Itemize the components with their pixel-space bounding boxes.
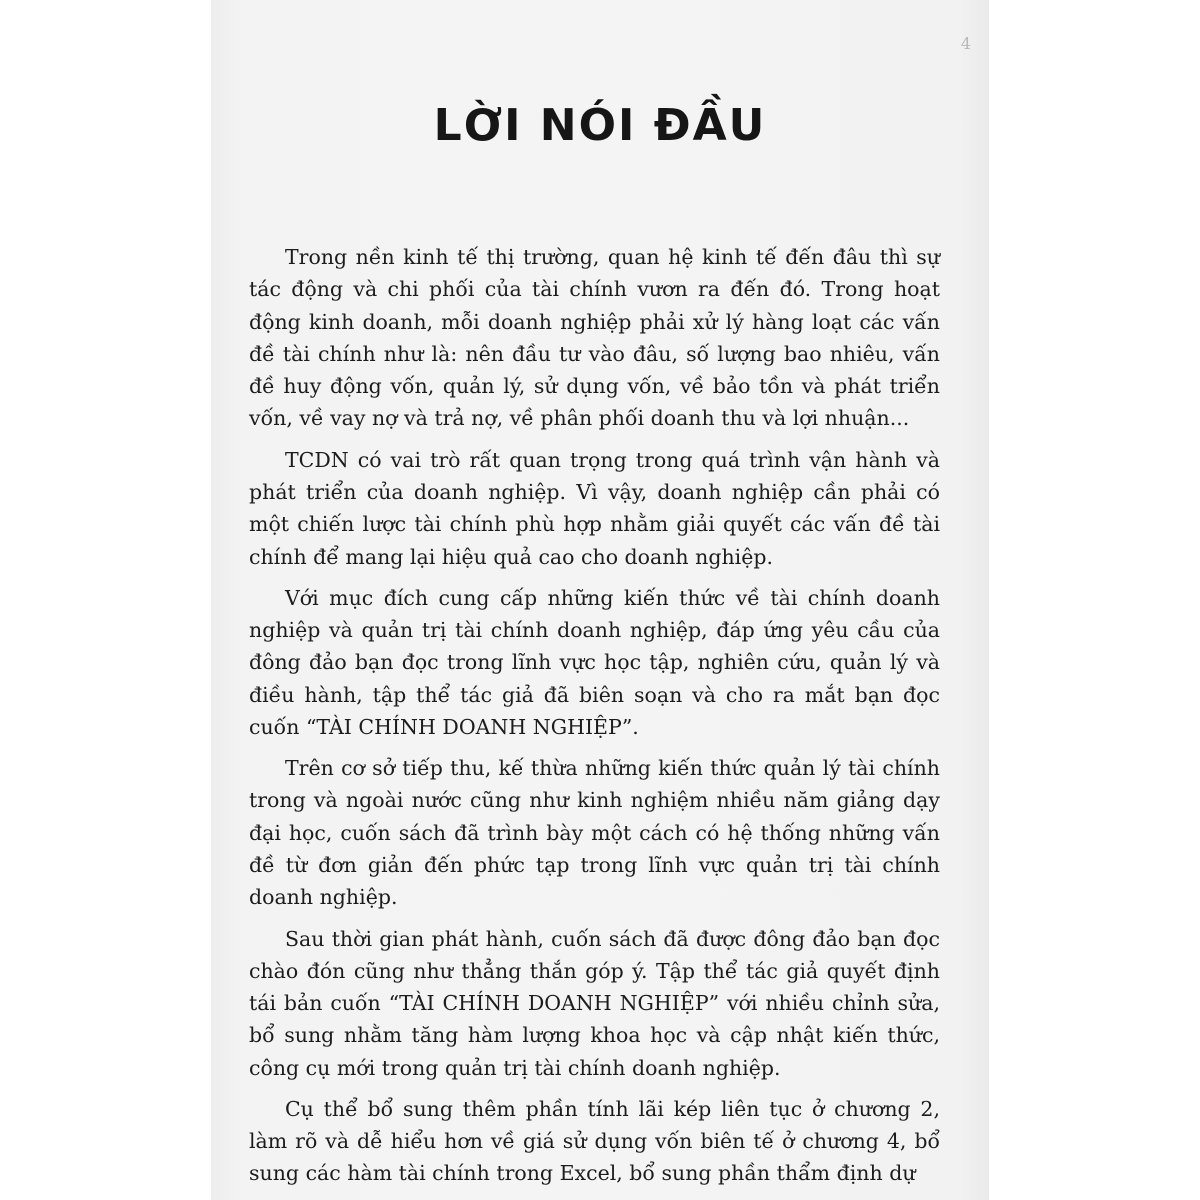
paragraph: Trong nền kinh tế thị trường, quan hệ kinh tế đến đâu thì sự tác động và chi phối của tài chính vươn ra đến đó. Trong hoạt động kinh doanh, mỗi doanh nghiệp phải xử lý hàng loạt các vấn đề tài chính như là: nên đầu tư vào đâu, số lượng bao nhiêu, vấn đề huy động vốn, quản lý, sử dụng vốn, về bảo tồn và phát triển vốn, về vay nợ và trả nợ, về phân phối doanh thu và lợi nhuận...: [249, 245, 940, 431]
paragraph: Sau thời gian phát hành, cuốn sách đã được đông đảo bạn đọc chào đón cũng như thẳng thắn góp ý. Tập thể tác giả quyết định tái bản cuốn “TÀI CHÍNH DOANH NGHIỆP” với nhiều chỉnh sửa, bổ sung nhằm tăng hàm lượng khoa học và cập nhật kiến thức, công cụ mới trong quản trị tài chính doanh nghiệp.: [249, 926, 940, 1080]
paragraph: Trên cơ sở tiếp thu, kế thừa những kiến thức quản lý tài chính trong và ngoài nước cũng như kinh nghiệm nhiều năm giảng dạy đại học, cuốn sách đã trình bày một cách có hệ thống những vấn đề từ đơn giản đến phức tạp trong lĩnh vực quản trị tài chính doanh nghiệp.: [249, 756, 940, 910]
page-body: [249, 241, 940, 1199]
page-number: 4: [960, 34, 971, 53]
paragraph: TCDN có vai trò rất quan trọng trong quá trình vận hành và phát triển của doanh nghiệp. Vì vậy, doanh nghiệp cần phải có một chiến lược tài chính phù hợp nhằm giải quyết các vấn đề tài chính để mang lại hiệu quả cao cho doanh nghiệp.: [249, 447, 940, 569]
page-title: LỜI NÓI ĐẦU: [433, 100, 767, 151]
book-page: [211, 0, 989, 1200]
paragraph: Với mục đích cung cấp những kiến thức về tài chính doanh nghiệp và quản trị tài chính doanh nghiệp, đáp ứng yêu cầu của đông đảo bạn đọc trong lĩnh vực học tập, nghiên cứu, quản lý và điều hành, tập thể tác giả đã biên soạn và cho ra mắt bạn đọc cuốn “TÀI CHÍNH DOANH NGHIỆP”.: [249, 585, 940, 739]
paragraph: Cụ thể bổ sung thêm phần tính lãi kép liên tục ở chương 2, làm rõ và dễ hiểu hơn về giá sử dụng vốn biên tế ở chương 4, bổ sung các hàm tài chính trong Excel, bổ sung phần thẩm định dự: [249, 1096, 940, 1186]
